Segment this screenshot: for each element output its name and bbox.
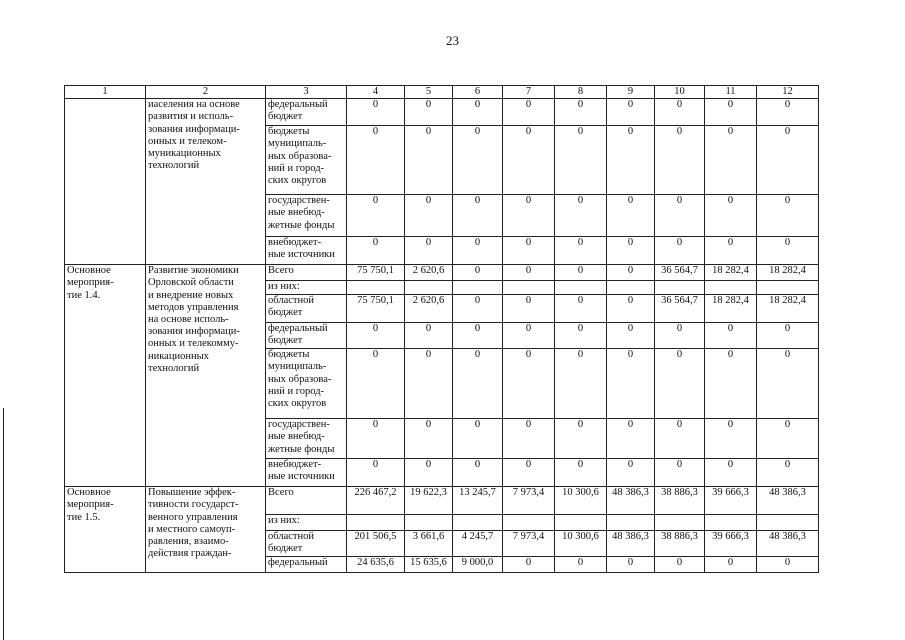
value-cell: 48 386,3 [757,487,819,515]
value-cell: 0 [655,237,705,265]
value-cell [705,515,757,531]
value-cell [453,515,503,531]
column-header: 10 [655,86,705,99]
value-cell: 0 [453,459,503,487]
funding-source-cell: государствен- ные внебюд- жетные фонды [266,195,347,237]
value-cell: 0 [453,295,503,323]
value-cell: 48 386,3 [757,531,819,557]
column-header: 1 [65,86,146,99]
value-cell: 2 620,6 [405,295,453,323]
value-cell: 0 [405,459,453,487]
value-cell: 0 [503,295,555,323]
funding-source-cell: внебюджет- ные источники [266,459,347,487]
value-cell: 0 [405,323,453,349]
value-cell: 0 [503,419,555,459]
value-cell: 75 750,1 [347,265,405,281]
value-cell: 39 666,3 [705,487,757,515]
value-cell: 15 635,6 [405,557,453,573]
value-cell: 0 [607,349,655,419]
value-cell: 0 [503,265,555,281]
value-cell: 0 [503,323,555,349]
funding-source-cell: внебюджет- ные источники [266,237,347,265]
column-header: 6 [453,86,503,99]
value-cell: 0 [453,126,503,195]
value-cell [503,515,555,531]
value-cell: 13 245,7 [453,487,503,515]
value-cell: 0 [705,419,757,459]
value-cell: 0 [555,126,607,195]
value-cell: 0 [607,557,655,573]
value-cell: 3 661,6 [405,531,453,557]
value-cell: 10 300,6 [555,487,607,515]
value-cell [757,515,819,531]
value-cell: 0 [405,126,453,195]
value-cell [705,281,757,295]
value-cell: 0 [757,557,819,573]
funding-source-cell: областной бюджет [266,531,347,557]
value-cell: 0 [503,237,555,265]
value-cell: 7 973,4 [503,531,555,557]
value-cell: 0 [503,349,555,419]
value-cell: 0 [757,419,819,459]
value-cell: 0 [453,99,503,126]
value-cell: 0 [655,99,705,126]
page-number: 23 [446,33,459,48]
value-cell: 0 [607,323,655,349]
value-cell: 0 [705,349,757,419]
funding-source-cell: Всего [266,487,347,515]
value-cell: 0 [405,349,453,419]
activity-description-cell: Повышение эффек- тивности государст- венного управления и местного самоуп- равления, взаимо- действия граждан- [146,487,266,573]
funding-source-cell: федеральный бюджет [266,323,347,349]
value-cell: 0 [347,323,405,349]
value-cell: 0 [757,99,819,126]
value-cell: 0 [655,459,705,487]
value-cell: 0 [757,349,819,419]
value-cell: 0 [705,237,757,265]
value-cell: 0 [555,195,607,237]
margin-line [3,408,4,640]
funding-source-cell: государствен- ные внебюд- жетные фонды [266,419,347,459]
value-cell [347,515,405,531]
value-cell: 0 [655,323,705,349]
activity-description-cell: иаселения на основе развития и исполь- зования информаци- онных и телеком- муникационных технологий [146,99,266,265]
value-cell: 0 [607,126,655,195]
value-cell [555,281,607,295]
value-cell: 39 666,3 [705,531,757,557]
value-cell: 0 [453,265,503,281]
column-header: 8 [555,86,607,99]
value-cell: 4 245,7 [453,531,503,557]
value-cell: 38 886,3 [655,531,705,557]
column-header: 12 [757,86,819,99]
value-cell: 0 [705,323,757,349]
value-cell: 18 282,4 [757,295,819,323]
value-cell [555,515,607,531]
value-cell: 0 [757,237,819,265]
value-cell: 0 [555,237,607,265]
value-cell [347,281,405,295]
value-cell: 0 [347,237,405,265]
value-cell: 0 [655,557,705,573]
table-row [65,487,819,515]
value-cell: 36 564,7 [655,295,705,323]
value-cell: 9 000,0 [453,557,503,573]
activity-name-cell: Основное мероприя- тие 1.5. [65,487,146,573]
value-cell: 0 [555,557,607,573]
value-cell: 0 [347,419,405,459]
funding-source-cell: бюджеты муниципаль- ных образова- ний и город- ских округов [266,349,347,419]
table-row [65,99,819,126]
value-cell: 0 [607,419,655,459]
value-cell: 0 [503,557,555,573]
value-cell: 0 [555,295,607,323]
value-cell: 0 [347,459,405,487]
funding-source-cell: бюджеты муниципаль- ных образова- ний и город- ских округов [266,126,347,195]
value-cell: 0 [757,126,819,195]
value-cell: 18 282,4 [705,295,757,323]
value-cell [405,515,453,531]
value-cell: 0 [607,295,655,323]
value-cell: 0 [453,323,503,349]
value-cell: 7 973,4 [503,487,555,515]
value-cell [655,515,705,531]
value-cell: 0 [453,237,503,265]
activity-description-cell: Развитие экономики Орловской области и внедрение новых методов управления на основе исполь- зования информаци- онных и телекомму- никационных технологий [146,265,266,487]
value-cell [405,281,453,295]
table-row [65,265,819,281]
column-header: 4 [347,86,405,99]
value-cell: 0 [555,459,607,487]
value-cell: 0 [607,459,655,487]
column-header: 5 [405,86,453,99]
value-cell: 0 [607,195,655,237]
column-header: 11 [705,86,757,99]
value-cell: 0 [757,323,819,349]
value-cell: 0 [705,195,757,237]
value-cell: 0 [555,265,607,281]
value-cell: 0 [757,195,819,237]
value-cell: 0 [405,237,453,265]
value-cell: 0 [607,237,655,265]
activity-name-cell [65,99,146,265]
activity-name-cell: Основное мероприя- тие 1.4. [65,265,146,487]
value-cell: 0 [503,195,555,237]
value-cell: 0 [347,126,405,195]
column-header: 9 [607,86,655,99]
budget-table [64,85,819,573]
value-cell: 0 [705,557,757,573]
value-cell: 38 886,3 [655,487,705,515]
value-cell [503,281,555,295]
column-header: 2 [146,86,266,99]
value-cell: 0 [757,459,819,487]
value-cell: 0 [555,323,607,349]
value-cell: 0 [347,349,405,419]
value-cell [757,281,819,295]
value-cell [607,515,655,531]
value-cell: 0 [655,195,705,237]
header-row [65,86,819,99]
value-cell: 48 386,3 [607,531,655,557]
value-cell: 0 [705,126,757,195]
value-cell: 0 [655,126,705,195]
value-cell [453,281,503,295]
value-cell: 0 [555,349,607,419]
value-cell: 0 [347,195,405,237]
funding-source-cell: из них: [266,281,347,295]
value-cell [607,281,655,295]
value-cell: 0 [705,99,757,126]
column-header: 7 [503,86,555,99]
value-cell: 0 [705,459,757,487]
funding-source-cell: федеральный [266,557,347,573]
value-cell: 0 [453,195,503,237]
value-cell: 0 [347,99,405,126]
value-cell: 18 282,4 [757,265,819,281]
value-cell: 226 467,2 [347,487,405,515]
value-cell: 0 [607,265,655,281]
value-cell: 201 506,5 [347,531,405,557]
value-cell: 75 750,1 [347,295,405,323]
value-cell: 0 [555,99,607,126]
funding-source-cell: федеральный бюджет [266,99,347,126]
value-cell: 0 [655,349,705,419]
value-cell: 0 [405,419,453,459]
value-cell: 0 [453,349,503,419]
value-cell [655,281,705,295]
value-cell: 0 [655,419,705,459]
column-header: 3 [266,86,347,99]
value-cell: 0 [503,99,555,126]
value-cell: 0 [453,419,503,459]
value-cell: 0 [503,126,555,195]
value-cell: 36 564,7 [655,265,705,281]
value-cell: 18 282,4 [705,265,757,281]
value-cell: 0 [607,99,655,126]
value-cell: 19 622,3 [405,487,453,515]
value-cell: 24 635,6 [347,557,405,573]
value-cell: 48 386,3 [607,487,655,515]
value-cell: 10 300,6 [555,531,607,557]
funding-source-cell: из них: [266,515,347,531]
value-cell: 0 [503,459,555,487]
value-cell: 0 [405,99,453,126]
funding-source-cell: областной бюджет [266,295,347,323]
value-cell: 0 [405,195,453,237]
value-cell: 2 620,6 [405,265,453,281]
funding-source-cell: Всего [266,265,347,281]
value-cell: 0 [555,419,607,459]
